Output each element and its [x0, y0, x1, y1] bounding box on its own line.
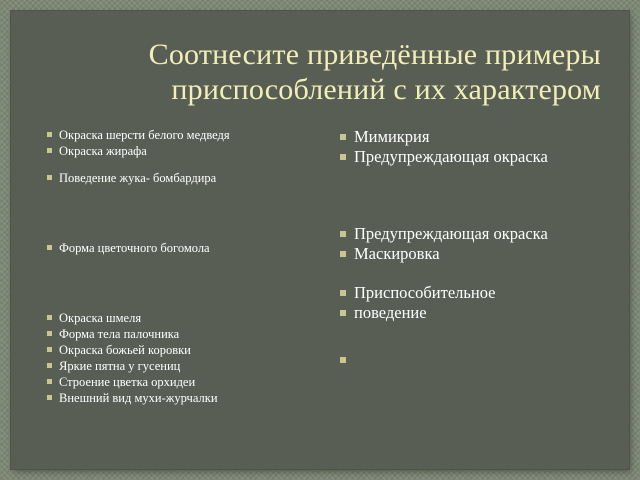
slide-title-line-2: приспособлений с их характером [171, 73, 601, 106]
adaptation-item: Предупреждающая окраска [340, 224, 630, 244]
adaptation-item: Маскировка [340, 244, 630, 264]
slide [11, 11, 629, 469]
example-item: Яркие пятна у гусениц [47, 358, 317, 374]
adaptation-item: поведение [340, 303, 630, 323]
example-item: Строение цветка орхидеи [47, 374, 317, 390]
slide-title-line-1: Соотнесите приведённые примеры [148, 38, 601, 71]
example-item: Форма тела палочника [47, 326, 317, 342]
example-item: Поведение жука- бомбардира [47, 170, 317, 186]
example-item: Внешний вид мухи-журчалки [47, 390, 317, 406]
example-item: Форма цветочного богомола [47, 240, 317, 256]
adaptation-types-list [340, 127, 630, 350]
slide-title [131, 37, 601, 107]
examples-list [47, 127, 317, 406]
example-item: Окраска божьей коровки [47, 342, 317, 358]
example-item: Окраска жирафа [47, 143, 317, 159]
adaptation-item: Мимикрия [340, 127, 630, 147]
adaptation-item: Предупреждающая окраска [340, 147, 630, 167]
example-item: Окраска шмеля [47, 310, 317, 326]
example-item: Окраска шерсти белого медведя [47, 127, 317, 143]
adaptation-item: Приспособительное [340, 283, 630, 303]
